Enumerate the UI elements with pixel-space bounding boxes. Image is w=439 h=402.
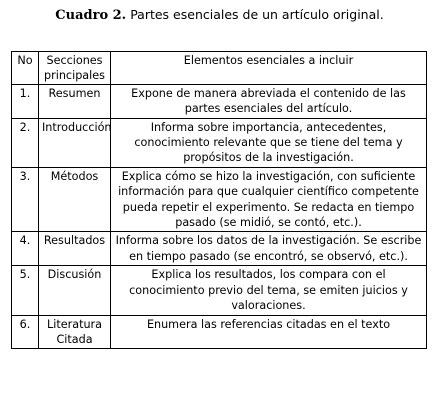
- row-elements: Informa sobre importancia, antecedentes, conocimiento relevante que se tiene del tema y propósitos de la investigación.: [111, 118, 427, 167]
- table-row: [12, 232, 427, 266]
- row-elements: Enumera las referencias citadas en el texto: [111, 315, 427, 349]
- row-section: Métodos: [39, 167, 111, 232]
- table-caption: [0, 7, 439, 24]
- row-elements: Expone de manera abreviada el contenido de las partes esenciales del artículo.: [111, 84, 427, 118]
- caption-label: Cuadro 2.: [55, 8, 127, 23]
- table-row: [12, 84, 427, 118]
- row-number: 4.: [12, 232, 39, 266]
- table-row: [12, 118, 427, 167]
- header-elements: Elementos esenciales a incluir: [111, 52, 427, 85]
- row-number: 2.: [12, 118, 39, 167]
- row-section: Resultados: [39, 232, 111, 266]
- row-number: 1.: [12, 84, 39, 118]
- header-section: Secciones principales: [39, 52, 111, 85]
- row-number: 5.: [12, 266, 39, 315]
- row-elements: Explica cómo se hizo la investigación, con suficiente información para que cualquier científico competente pueda repetir el experimento. Se redacta en tiempo pasado (se midió, se contó, etc.).: [111, 167, 427, 232]
- row-number: 6.: [12, 315, 39, 349]
- table-row: [12, 167, 427, 232]
- row-section: Discusión: [39, 266, 111, 315]
- table-row: [12, 315, 427, 349]
- row-number: 3.: [12, 167, 39, 232]
- row-section: Literatura Citada: [39, 315, 111, 349]
- row-section: Introducción: [39, 118, 111, 167]
- caption-text: Partes esenciales de un artículo original.: [126, 7, 384, 22]
- table-row: [12, 266, 427, 315]
- table-header-row: [12, 52, 427, 85]
- essential-parts-table: [11, 51, 427, 349]
- row-elements: Explica los resultados, los compara con el conocimiento previo del tema, se emiten juicios y valoraciones.: [111, 266, 427, 315]
- row-section: Resumen: [39, 84, 111, 118]
- row-elements: Informa sobre los datos de la investigación. Se escribe en tiempo pasado (se encontró, se observó, etc.).: [111, 232, 427, 266]
- header-no: No: [12, 52, 39, 85]
